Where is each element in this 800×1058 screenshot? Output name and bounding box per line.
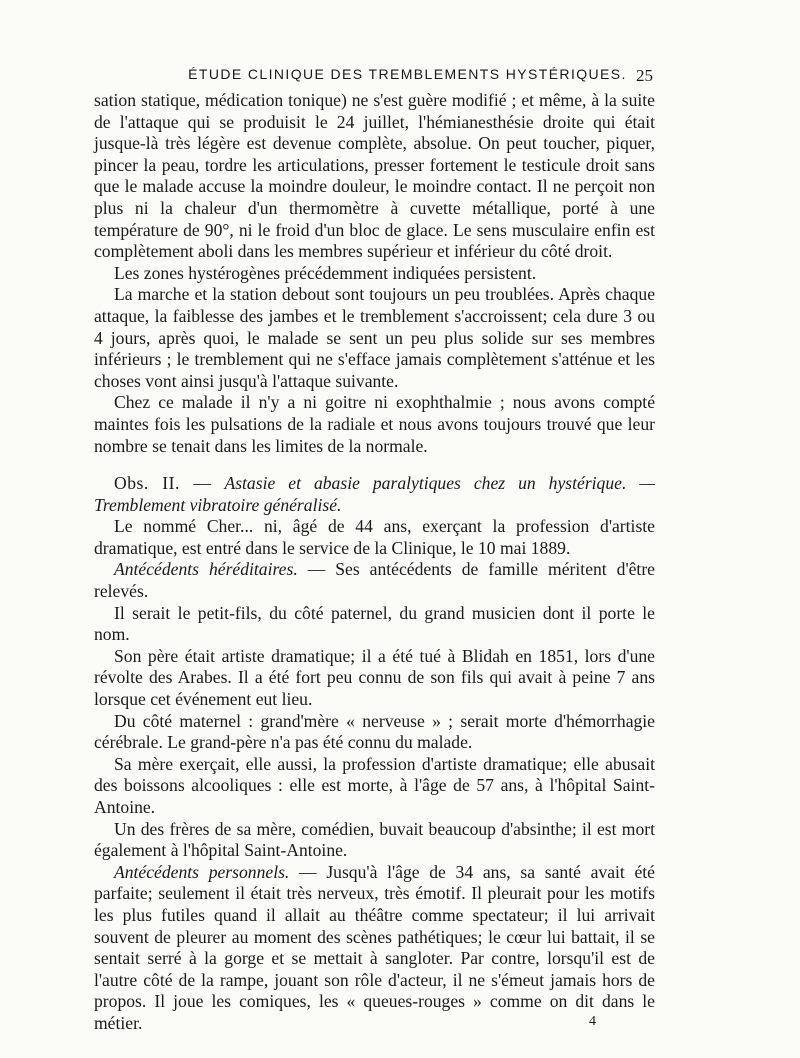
paragraph: La marche et la station debout sont toujours un peu troublées. Après chaque attaque, la faiblesse des jambes et le tremblement s'accroissent; cela dure 3 ou 4 jours, après quoi, le malade se sent un peu plus solide sur ses membres inférieurs ; le tremblement qui ne s'efface jamais complètement s'atténue et les choses vont ainsi jusqu'à l'attaque suivante. (94, 284, 655, 391)
paragraph: Il serait le petit-fils, du côté paternel, du grand musicien dont il porte le nom. (94, 602, 655, 645)
paragraph (94, 559, 655, 602)
paragraph: Les zones hystérogènes précédemment indiquées persistent. (114, 262, 537, 283)
section-label: Antécédents héréditaires. (114, 559, 298, 580)
paragraph: sation statique, médication tonique) ne s'est guère modifié ; et même, à la suite de l'attaque qui se produisit le 24 juillet, l'hémianesthésie droite qui était jusque-là très légère est devenue complète, absolue. On peut toucher, piquer, pincer la peau, tordre les articulations, presser fortement le testicule droit sans que le malade accuse la moindre douleur, le moindre contact. Il ne perçoit non plus ni la chaleur d'un thermomètre à cuvette métallique, porté à une température de 90°, ni le froid d'un bloc de glace. Le sens musculaire enfin est complètement aboli dans les membres supérieur et inférieur du côté droit. (94, 90, 655, 262)
observation-label: Obs. II. — (114, 473, 212, 494)
observation-heading (94, 473, 655, 516)
observation-title: Astasie et abasie paralytiques chez un hystérique. — Tremblement vibratoire généralisé. (94, 473, 655, 515)
running-header: ÉTUDE CLINIQUE DES TREMBLEMENTS HYSTÉRIQUES. (188, 66, 627, 82)
paragraph-text: — Jusqu'à l'âge de 34 ans, sa santé avait été parfaite; seulement il était très nerveux, très émotif. Il pleurait pour les motifs les plus futiles quand il allait au théâtre comme spectateur; il lui arrivait souvent de pleurer au moment des scènes pathétiques; le cœur lui battait, il se sentait serré à la gorge et se mettait à sangloter. Par contre, lorsqu'il est de l'autre côté de la rampe, jouant son rôle d'acteur, il ne s'émeut jamais hors de propos. Il joue les comiques, les « queues-rouges » comme on dit dans le métier. (94, 861, 655, 1033)
paragraph: Chez ce malade il n'y a ni goitre ni exophthalmie ; nous avons compté maintes fois les pulsations de la radiale et nous avons toujours trouvé que leur nombre se tenait dans les limites de la normale. (94, 392, 655, 456)
paragraph (94, 862, 655, 1035)
section-label: Antécédents personnels. (114, 861, 290, 882)
paragraph-text: — Ses antécédents de famille méritent d'être relevés. (94, 559, 655, 602)
paragraph: Son père était artiste dramatique; il a été tué à Blidah en 1851, lors d'une révolte des Arabes. Il a été fort peu connu de son fils qui avait à peine 7 ans lorsque cet événement eut lieu. (94, 645, 655, 710)
body-text (94, 90, 655, 1035)
paragraph: Le nommé Cher... ni, âgé de 44 ans, exerçant la profession d'artiste dramatique, est entré dans le service de la Clinique, le 10 mai 1889. (94, 516, 655, 558)
page-number: 25 (636, 66, 653, 85)
paragraph: Sa mère exerçait, elle aussi, la profession d'artiste dramatique; elle abusait des boissons alcooliques : elle est morte, à l'âge de 57 ans, à l'hôpital Saint-Antoine. (94, 753, 655, 817)
signature-mark: 4 (589, 1014, 596, 1029)
paragraph: Un des frères de sa mère, comédien, buvait beaucoup d'absinthe; il est mort également à l'hôpital Saint-Antoine. (94, 818, 655, 861)
paragraph: Du côté maternel : grand'mère « nerveuse » ; serait morte d'hémorrhagie cérébrale. Le grand-père n'a pas été connu du malade. (94, 710, 655, 753)
